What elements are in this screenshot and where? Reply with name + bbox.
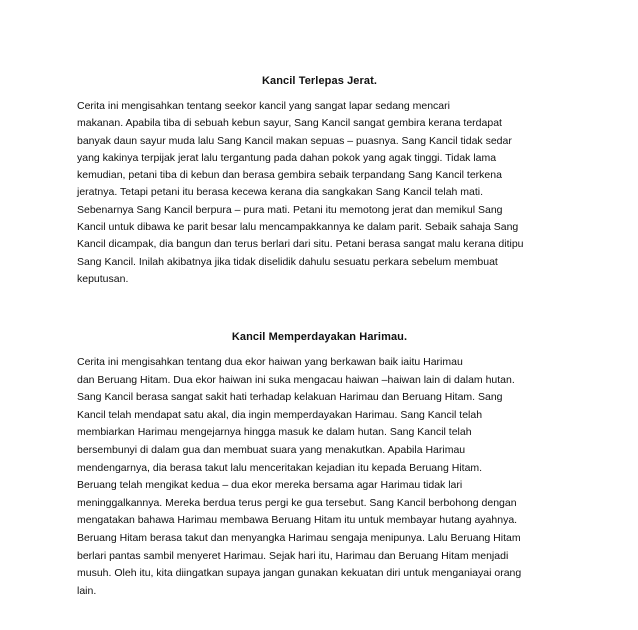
story-title: Kancil Terlepas Jerat. (261, 75, 378, 87)
story-kancil-memperdayakan-harimau (77, 329, 562, 600)
story-body: Cerita ini mengisahkan tentang dua ekor haiwan yang berkawan baik iaitu Harimau dan Beruang Hitam. Dua ekor haiwan ini suka mengacau haiwan –haiwan lain di dalam hutan. Sang Kancil berasa sangat sakit hati terhadap kelakuan Harimau dan Beruang Hitam. Sang Kancil telah mendapat satu akal, dia ingin memperdayakan Harimau. Sang Kancil telah membiarkan Harimau mengejarnya hingga masuk ke dalam hutan. Sang Kancil telah bersembunyi di dalam gua dan membuat suara yang menakutkan. Apabila Harimau mendengarnya, dia berasa takut lalu menceritakan kejadian itu kepada Beruang Hitam. Beruang telah mengikat kedua – dua ekor mereka bersama agar Harimau tidak lari meninggalkannya. Mereka berdua terus pergi ke gua tersebut. Sang Kancil berbohong dengan mengatakan bahawa Harimau membawa Beruang Hitam itu untuk membayar hutang ayahnya. Beruang Hitam berasa takut dan menyangka Harimau sengaja menipunya. Lalu Beruang Hitam berlari pantas sambil menyeret Harimau. Sejak hari itu, Harimau dan Beruang Hitam menjadi musuh. Oleh itu, kita diingatkan supaya jangan gunakan kekuatan diri untuk menganiayai orang lain. (77, 356, 522, 597)
story-kancil-terlepas-jerat (77, 73, 562, 288)
story-title: Kancil Memperdayakan Harimau. (231, 331, 408, 343)
story-body: Cerita ini mengisahkan tentang seekor kancil yang sangat lapar sedang mencari makanan. Apabila tiba di sebuah kebun sayur, Sang Kancil sangat gembira kerana terdapat banyak daun sayur muda lalu Sang Kancil makan sepuas – puasnya. Sang Kancil tidak sedar yang kakinya terpijak jerat lalu tergantung pada dahan pokok yang agak tinggi. Tidak lama kemudian, petani tiba di kebun dan berasa gembira sebaik terpandang Sang Kancil terkena jeratnya. Tetapi petani itu berasa kecewa kerana dia sangkakan Sang Kancil telah mati. Sebenarnya Sang Kancil berpura – pura mati. Petani itu memotong jerat dan memikul Sang Kancil untuk dibawa ke parit besar lalu mencampakkannya ke dalam parit. Sebaik sahaja Sang Kancil dicampak, dia bangun dan terus berlari dari situ. Petani berasa sangat malu kerana ditipu Sang Kancil. Inilah akibatnya jika tidak diselidik dahulu sesuatu perkara sebelum membuat keputusan. (77, 100, 524, 285)
